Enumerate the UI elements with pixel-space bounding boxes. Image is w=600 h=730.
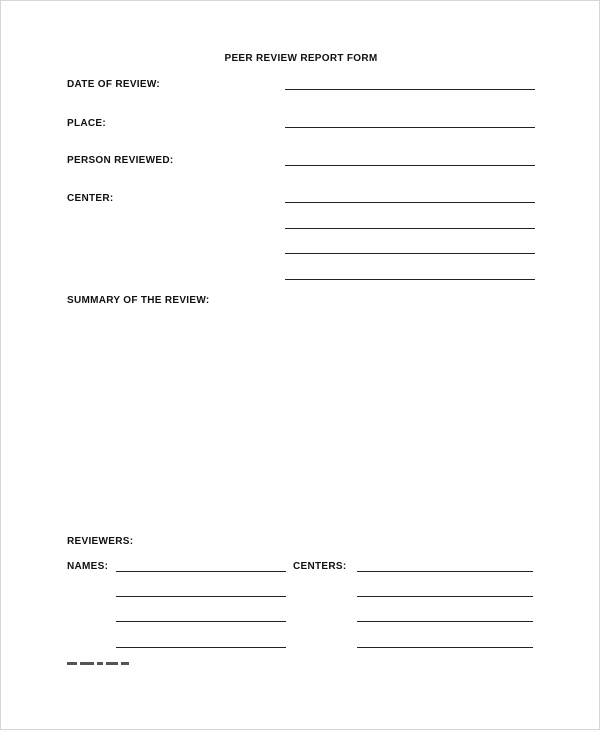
form-title: PEER REVIEW REPORT FORM bbox=[224, 53, 378, 64]
centers-line-2[interactable] bbox=[357, 596, 533, 597]
center-line-3[interactable] bbox=[285, 253, 535, 254]
cutoff-text-fragment bbox=[67, 662, 147, 666]
names-line-4[interactable] bbox=[116, 647, 286, 648]
names-label: NAMES: bbox=[67, 561, 109, 572]
names-line-1[interactable] bbox=[116, 571, 286, 572]
center-line-1[interactable] bbox=[285, 202, 535, 203]
summary-label: SUMMARY OF THE REVIEW: bbox=[67, 295, 210, 306]
center-line-2[interactable] bbox=[285, 228, 535, 229]
center-line-4[interactable] bbox=[285, 279, 535, 280]
centers-line-3[interactable] bbox=[357, 621, 533, 622]
centers-line-1[interactable] bbox=[357, 571, 533, 572]
names-line-3[interactable] bbox=[116, 621, 286, 622]
date-of-review-line[interactable] bbox=[285, 89, 535, 90]
reviewers-label: REVIEWERS: bbox=[67, 536, 134, 547]
person-reviewed-label: PERSON REVIEWED: bbox=[67, 155, 174, 166]
place-line[interactable] bbox=[285, 127, 535, 128]
place-label: PLACE: bbox=[67, 118, 107, 129]
centers-line-4[interactable] bbox=[357, 647, 533, 648]
center-label: CENTER: bbox=[67, 193, 114, 204]
person-reviewed-line[interactable] bbox=[285, 165, 535, 166]
names-line-2[interactable] bbox=[116, 596, 286, 597]
date-of-review-label: DATE OF REVIEW: bbox=[67, 79, 161, 90]
centers-label: CENTERS: bbox=[293, 561, 347, 572]
